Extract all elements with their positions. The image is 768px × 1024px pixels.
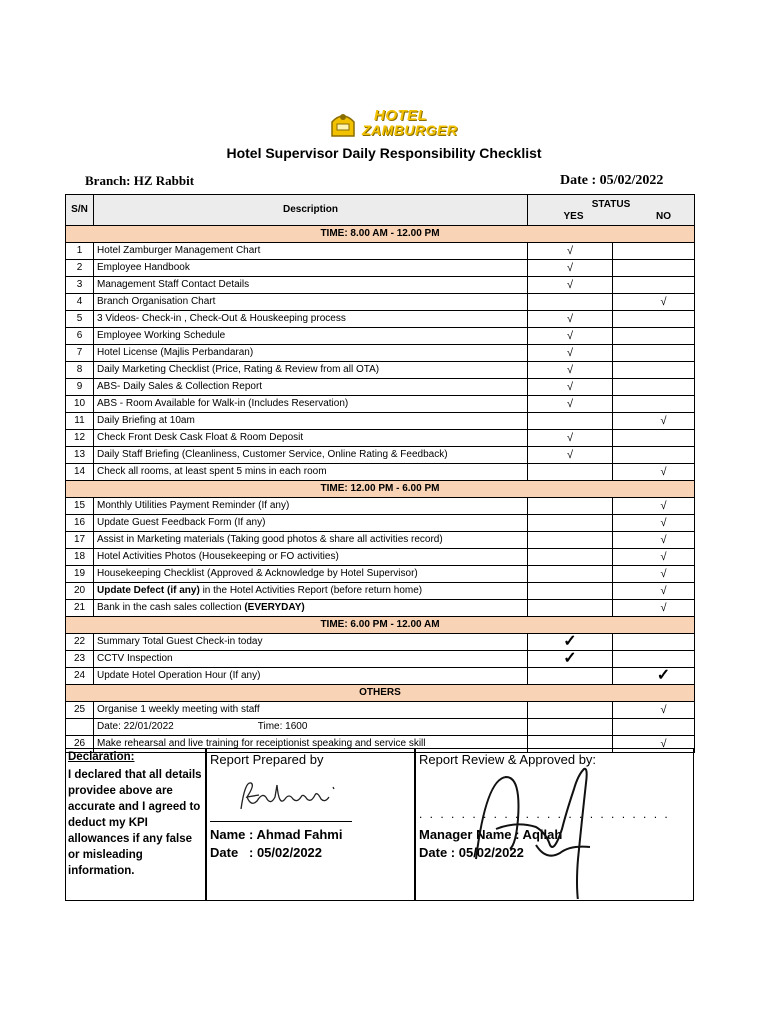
row-number: 3 <box>66 277 94 294</box>
status-no-cell <box>613 311 695 328</box>
table-row <box>66 498 695 515</box>
section-header <box>66 617 695 634</box>
status-no-cell <box>613 277 695 294</box>
status-yes-cell <box>528 311 613 328</box>
row-number: 19 <box>66 566 94 583</box>
row-description-text: Employee Handbook <box>97 262 190 273</box>
table-row <box>66 379 695 396</box>
status-no-cell <box>613 634 695 651</box>
table-row <box>66 719 695 736</box>
status-no-cell <box>613 583 695 600</box>
table-row <box>66 243 695 260</box>
prepared-label: Report Prepared by <box>210 752 324 767</box>
check-mark-icon: √ <box>660 466 667 478</box>
status-no-cell <box>613 515 695 532</box>
row-description-text: Daily Staff Briefing (Cleanliness, Customer Service, Online Rating & Feedback) <box>97 449 448 460</box>
status-yes-cell <box>528 447 613 464</box>
row-description <box>94 430 528 447</box>
row-description-bold: Update Defect (if any) <box>97 585 200 596</box>
report-date: Date : 05/02/2022 <box>560 173 664 188</box>
row-description-text: Hotel License (Majlis Perbandaran) <box>97 347 254 358</box>
row-description <box>94 583 528 600</box>
check-mark-icon: √ <box>566 330 574 342</box>
status-yes-cell <box>528 260 613 277</box>
status-yes-cell <box>528 532 613 549</box>
row-description-text: ABS- Daily Sales & Collection Report <box>97 381 263 392</box>
approved-label: Report Review & Approved by: <box>419 752 597 767</box>
row-description <box>94 702 528 719</box>
prepared-name: Name : Ahmad Fahmi <box>210 827 343 842</box>
check-mark-icon: ✓ <box>563 633 577 650</box>
row-description <box>94 719 528 736</box>
row-description-text: Branch Organisation Chart <box>97 296 216 307</box>
row-number: 7 <box>66 345 94 362</box>
row-description <box>94 294 528 311</box>
table-row <box>66 515 695 532</box>
approver-signature <box>466 749 606 899</box>
status-no-cell <box>613 294 695 311</box>
branch-label: Branch: HZ Rabbit <box>85 173 195 188</box>
check-mark-icon: √ <box>566 364 574 376</box>
status-yes-cell <box>528 600 613 617</box>
table-row <box>66 668 695 685</box>
check-mark-icon: √ <box>660 585 667 597</box>
status-yes-cell <box>528 277 613 294</box>
status-subheaders <box>531 211 691 223</box>
section-title: OTHERS <box>66 685 695 702</box>
row-description-text: Date: 22/01/2022 <box>97 721 174 732</box>
check-mark-icon: √ <box>566 398 574 410</box>
row-number <box>66 719 94 736</box>
table-row <box>66 583 695 600</box>
status-yes-cell <box>528 634 613 651</box>
status-no-cell <box>613 719 695 736</box>
status-no-cell <box>613 345 695 362</box>
row-description-text: ABS - Room Available for Walk-in (Includes Reservation) <box>97 398 349 409</box>
prepared-date: Date : 05/02/2022 <box>210 845 323 860</box>
row-number: 5 <box>66 311 94 328</box>
status-no-cell <box>613 702 695 719</box>
table-row <box>66 328 695 345</box>
preparer-signature <box>237 777 347 813</box>
status-yes-cell <box>528 328 613 345</box>
approved-box <box>415 748 694 901</box>
table-row <box>66 311 695 328</box>
status-no-cell <box>613 566 695 583</box>
hotel-logo <box>326 108 476 140</box>
col-no-header: NO <box>656 210 671 222</box>
row-number: 18 <box>66 549 94 566</box>
row-description-text: Housekeeping Checklist (Approved & Acknowledge by Hotel Supervisor) <box>97 568 418 579</box>
row-description <box>94 566 528 583</box>
check-mark-icon: √ <box>660 568 667 580</box>
status-no-cell <box>613 498 695 515</box>
table-row <box>66 532 695 549</box>
col-yes-header: YES <box>563 210 584 222</box>
table-row <box>66 464 695 481</box>
row-description-text: Summary Total Guest Check-in today <box>97 636 263 647</box>
status-no-cell <box>613 379 695 396</box>
row-description-text: Daily Marketing Checklist (Price, Rating & Review from all OTA) <box>97 364 380 375</box>
check-mark-icon: √ <box>660 534 667 546</box>
approved-sign-dots: . . . . . . . . . . . . . . . . . . . . . . . . <box>419 807 670 821</box>
row-description-text: Hotel Zamburger Management Chart <box>97 245 261 256</box>
row-description <box>94 260 528 277</box>
approved-name: Manager Name : Aqilah <box>419 827 563 842</box>
table-row <box>66 260 695 277</box>
row-description <box>94 362 528 379</box>
section-title: TIME: 6.00 PM - 12.00 AM <box>66 617 695 634</box>
row-description-text: Update Hotel Operation Hour (If any) <box>97 670 261 681</box>
check-mark-icon: √ <box>566 432 574 444</box>
status-yes-cell <box>528 668 613 685</box>
signature-section <box>65 748 694 901</box>
row-number: 2 <box>66 260 94 277</box>
row-description <box>94 634 528 651</box>
row-description-text: Update Guest Feedback Form (If any) <box>97 517 266 528</box>
status-yes-cell <box>528 430 613 447</box>
row-description-text: Assist in Marketing materials (Taking good photos & share all activities record) <box>97 534 443 545</box>
checklist-table <box>65 194 695 753</box>
declaration-box <box>65 748 206 901</box>
row-number: 1 <box>66 243 94 260</box>
row-number: 26 <box>66 736 94 753</box>
row-description <box>94 379 528 396</box>
status-no-cell <box>613 260 695 277</box>
row-number: 20 <box>66 583 94 600</box>
row-number: 21 <box>66 600 94 617</box>
status-yes-cell <box>528 345 613 362</box>
row-number: 11 <box>66 413 94 430</box>
status-no-cell <box>613 600 695 617</box>
status-no-cell <box>613 430 695 447</box>
check-mark-icon: √ <box>566 347 574 359</box>
approved-date: Date : 05/02/2022 <box>419 845 524 860</box>
status-no-cell <box>613 668 695 685</box>
row-description-text: Daily Briefing at 10am <box>97 415 195 426</box>
row-description <box>94 600 528 617</box>
status-yes-cell <box>528 702 613 719</box>
status-yes-cell <box>528 413 613 430</box>
table-row <box>66 634 695 651</box>
row-description <box>94 668 528 685</box>
logo-line1: HOTEL <box>374 107 428 124</box>
table-row <box>66 362 695 379</box>
check-mark-icon: √ <box>660 517 667 529</box>
status-no-cell <box>613 464 695 481</box>
status-no-cell <box>613 396 695 413</box>
row-description <box>94 532 528 549</box>
table-row <box>66 294 695 311</box>
row-description-text: Management Staff Contact Details <box>97 279 250 290</box>
status-no-cell <box>613 413 695 430</box>
row-description-text: Bank in the cash sales collection <box>97 602 245 613</box>
status-yes-cell <box>528 379 613 396</box>
row-number: 17 <box>66 532 94 549</box>
row-number: 15 <box>66 498 94 515</box>
check-mark-icon: ✓ <box>656 667 671 684</box>
table-row <box>66 447 695 464</box>
row-number: 6 <box>66 328 94 345</box>
section-header <box>66 685 695 702</box>
row-number: 23 <box>66 651 94 668</box>
status-yes-cell <box>528 396 613 413</box>
meeting-time: Time: 1600 <box>257 721 308 732</box>
row-number: 25 <box>66 702 94 719</box>
row-description-text: Check Front Desk Cask Float & Room Deposit <box>97 432 304 443</box>
section-title: TIME: 12.00 PM - 6.00 PM <box>66 481 695 498</box>
row-number: 22 <box>66 634 94 651</box>
table-row <box>66 702 695 719</box>
status-no-cell <box>613 362 695 379</box>
status-yes-cell <box>528 243 613 260</box>
col-sn-header: S/N <box>66 195 94 226</box>
status-yes-cell <box>528 549 613 566</box>
check-mark-icon: √ <box>660 602 667 614</box>
row-description-text: Organise 1 weekly meeting with staff <box>97 704 260 715</box>
row-description <box>94 498 528 515</box>
check-mark-icon: √ <box>660 704 667 716</box>
logo-line2: ZAMBURGER <box>362 122 458 138</box>
row-number: 10 <box>66 396 94 413</box>
row-description <box>94 345 528 362</box>
status-yes-cell <box>528 651 613 668</box>
row-description-text: Employee Working Schedule <box>97 330 226 341</box>
check-mark-icon: √ <box>660 500 667 512</box>
check-mark-icon: √ <box>566 381 574 393</box>
row-description-text: Make rehearsal and live training for receiptionist speaking and service skill <box>97 738 426 749</box>
row-description-text: Hotel Activities Photos (Housekeeping or FO activities) <box>97 551 339 562</box>
row-number: 24 <box>66 668 94 685</box>
check-mark-icon: √ <box>566 245 574 257</box>
status-yes-cell <box>528 498 613 515</box>
row-description-text: Check all rooms, at least spent 5 mins in each room <box>97 466 327 477</box>
check-mark-icon: √ <box>566 313 574 325</box>
status-no-cell <box>613 532 695 549</box>
check-mark-icon: √ <box>566 449 574 461</box>
status-label: STATUS <box>591 198 631 210</box>
hotel-crest-icon <box>328 108 358 138</box>
col-description-header: Description <box>94 195 528 226</box>
row-description <box>94 413 528 430</box>
table-row <box>66 413 695 430</box>
row-number: 13 <box>66 447 94 464</box>
row-number: 14 <box>66 464 94 481</box>
row-description <box>94 311 528 328</box>
status-yes-cell <box>528 294 613 311</box>
row-description-text: CCTV Inspection <box>97 653 173 664</box>
status-no-cell <box>613 549 695 566</box>
row-number: 9 <box>66 379 94 396</box>
check-mark-icon: √ <box>660 296 667 308</box>
check-mark-icon: √ <box>566 262 574 274</box>
row-description <box>94 328 528 345</box>
row-description <box>94 651 528 668</box>
status-no-cell <box>613 243 695 260</box>
section-header <box>66 226 695 243</box>
status-no-cell <box>613 651 695 668</box>
check-mark-icon: √ <box>660 415 667 427</box>
table-row <box>66 277 695 294</box>
row-description <box>94 549 528 566</box>
table-row <box>66 396 695 413</box>
row-description <box>94 243 528 260</box>
table-row <box>66 345 695 362</box>
row-description <box>94 396 528 413</box>
table-row <box>66 600 695 617</box>
check-mark-icon: √ <box>660 738 667 750</box>
row-description-bold: (EVERYDAY) <box>244 602 305 613</box>
row-number: 8 <box>66 362 94 379</box>
declaration-title: Declaration: <box>68 751 135 763</box>
table-row <box>66 651 695 668</box>
row-description <box>94 464 528 481</box>
row-number: 12 <box>66 430 94 447</box>
declaration-text: I declared that all details providee above are accurate and I agreed to deduct my KPI allowances if any false or misleading information. <box>68 769 202 877</box>
row-description-text: in the Hotel Activities Report (before return home) <box>199 585 423 596</box>
status-yes-cell <box>528 464 613 481</box>
table-row <box>66 549 695 566</box>
col-status-header <box>528 195 695 226</box>
row-description <box>94 515 528 532</box>
table-row <box>66 566 695 583</box>
row-description-text: 3 Videos- Check-in , Check-Out & Houskeeping process <box>97 313 346 324</box>
status-no-cell <box>613 447 695 464</box>
checklist-body <box>66 226 695 753</box>
status-yes-cell <box>528 362 613 379</box>
row-description-text: Monthly Utilities Payment Reminder (If any) <box>97 500 290 511</box>
status-yes-cell <box>528 515 613 532</box>
prepared-box <box>206 748 415 901</box>
section-title: TIME: 8.00 AM - 12.00 PM <box>66 226 695 243</box>
row-description <box>94 447 528 464</box>
status-yes-cell <box>528 719 613 736</box>
row-number: 4 <box>66 294 94 311</box>
row-number: 16 <box>66 515 94 532</box>
status-no-cell <box>613 328 695 345</box>
prepared-sign-line <box>210 821 352 822</box>
check-mark-icon: √ <box>566 279 574 291</box>
table-row <box>66 430 695 447</box>
check-mark-icon: ✓ <box>563 650 577 667</box>
page-title: Hotel Supervisor Daily Responsibility Checklist <box>226 145 542 161</box>
status-yes-cell <box>528 566 613 583</box>
row-description <box>94 277 528 294</box>
status-yes-cell <box>528 583 613 600</box>
section-header <box>66 481 695 498</box>
check-mark-icon: √ <box>660 551 667 563</box>
